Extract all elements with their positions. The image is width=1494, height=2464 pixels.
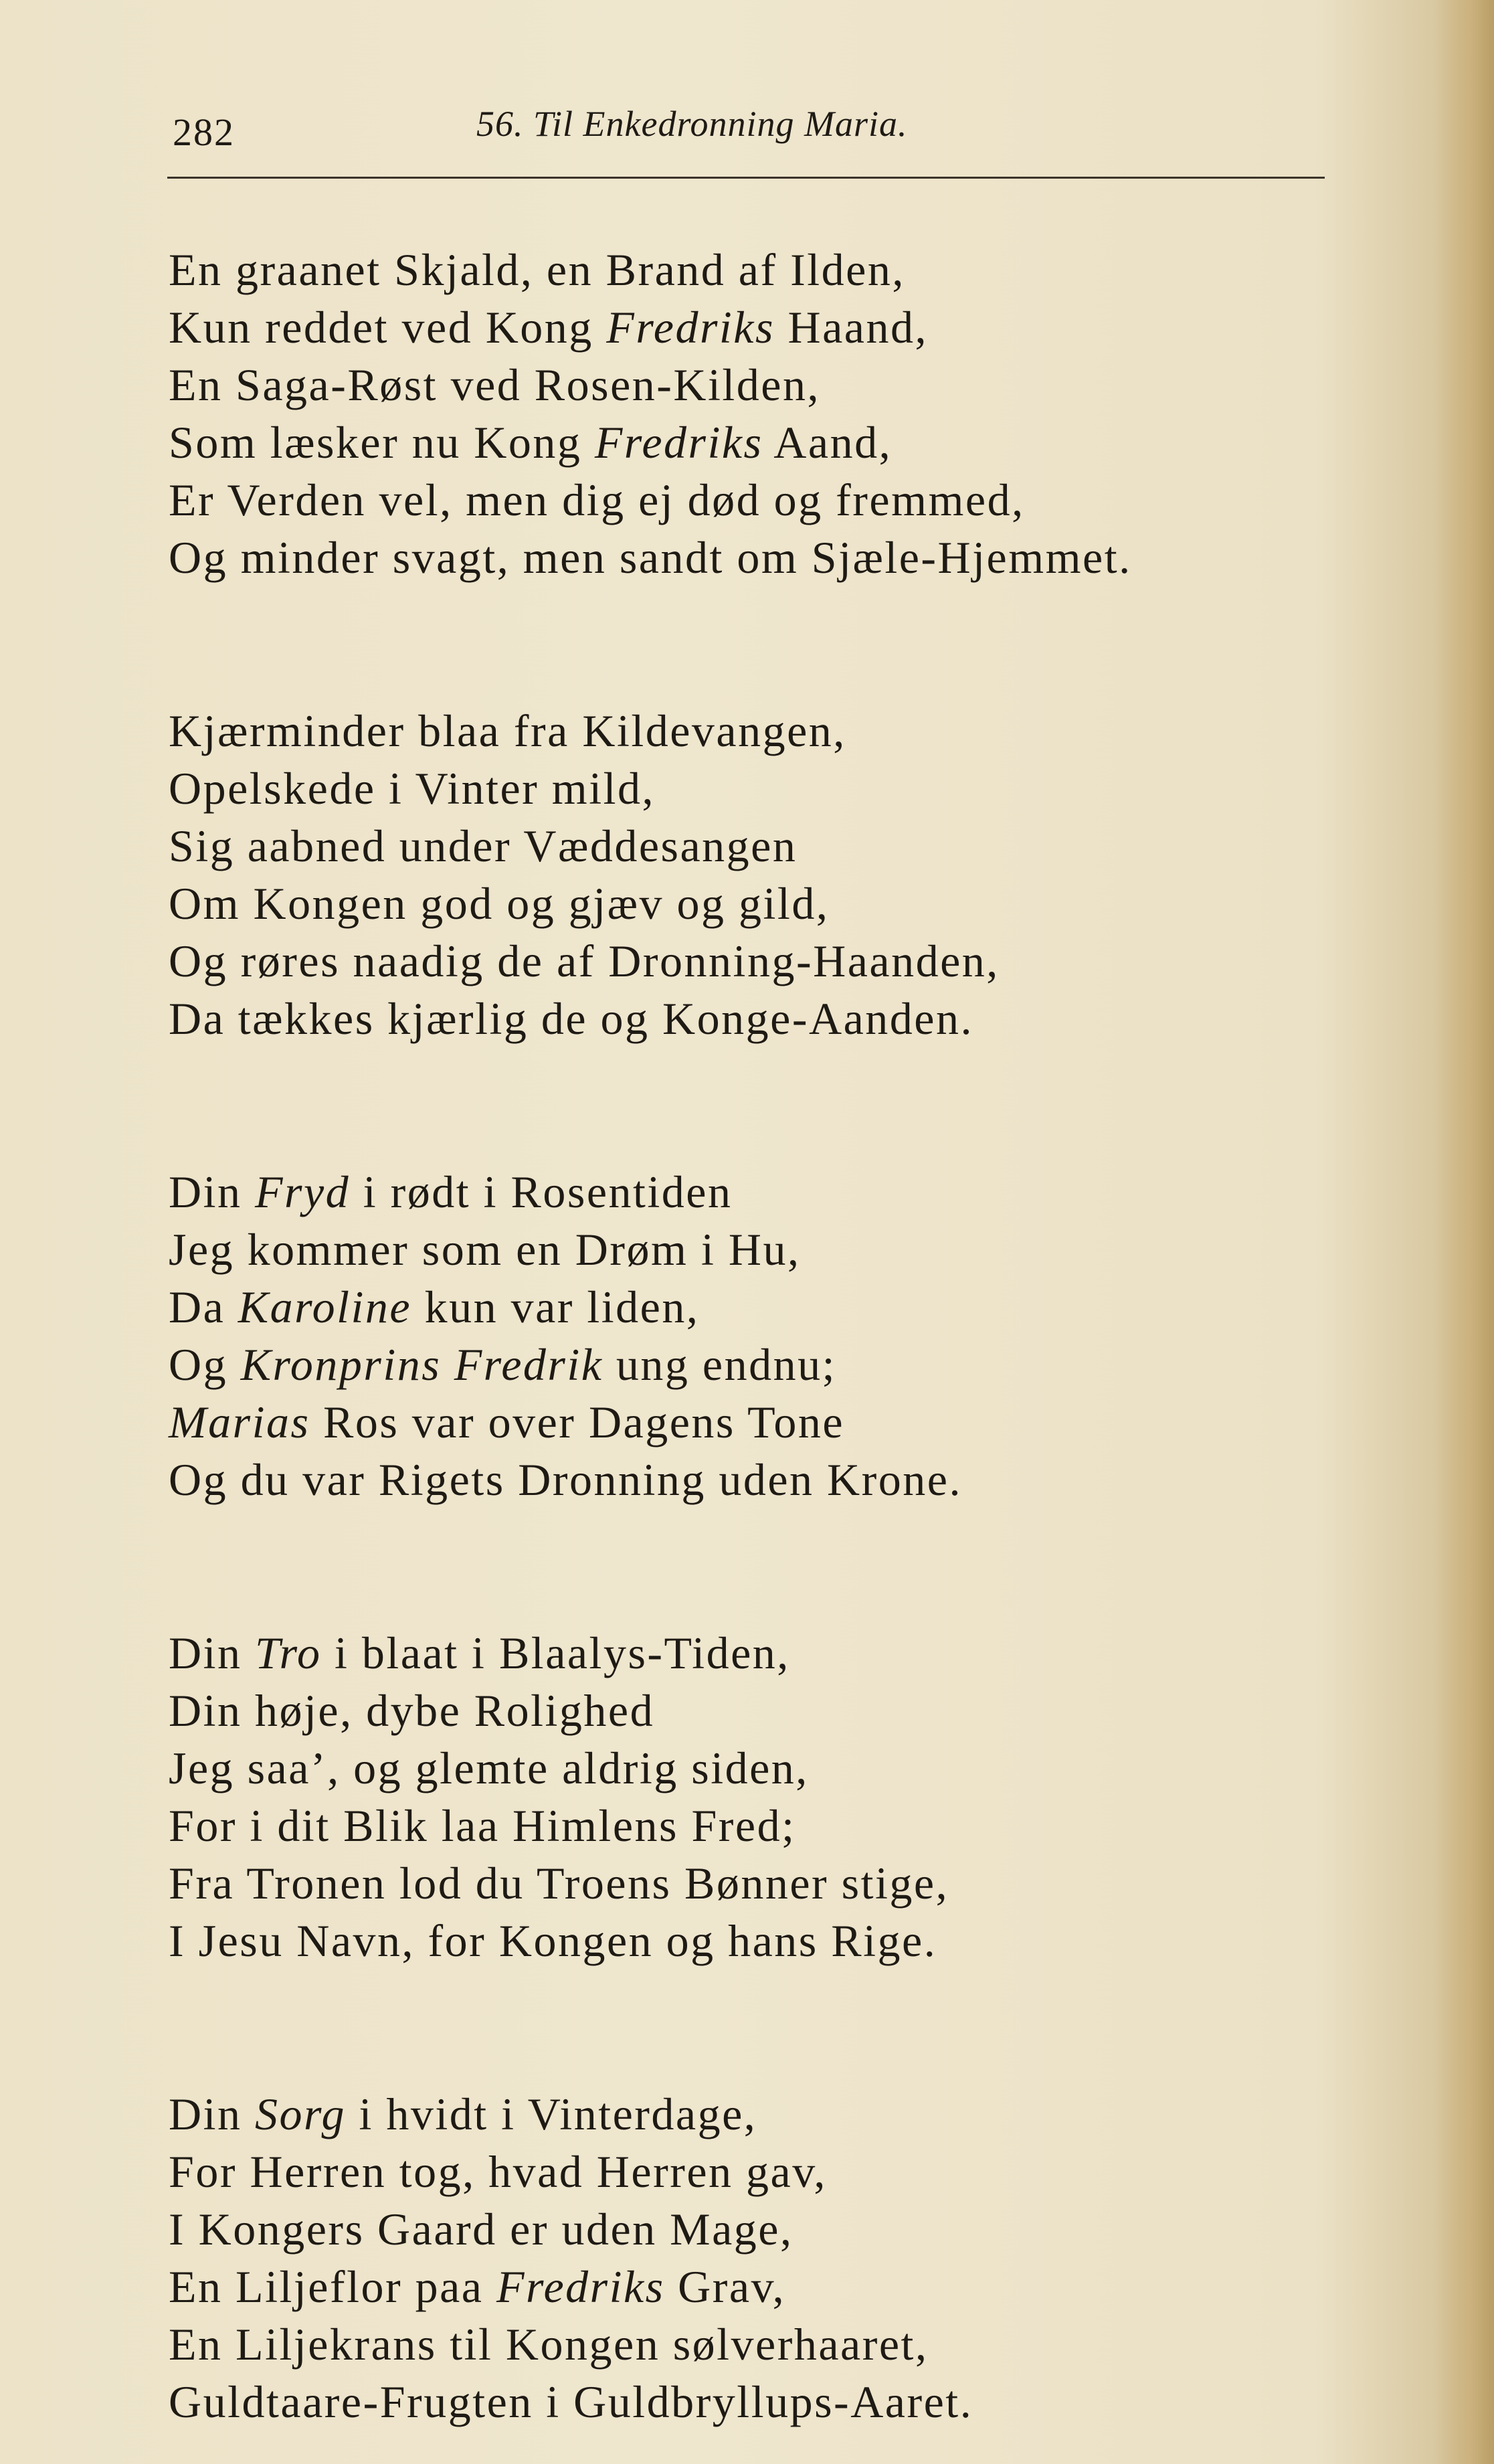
- verse-line: [169, 760, 1440, 817]
- verse-text: Sig aabned under Væddesangen: [169, 820, 798, 871]
- verse-text: i blaat i Blaalys-Tiden,: [321, 1627, 790, 1678]
- stanza: [169, 1624, 1440, 1969]
- verse-line: [169, 1797, 1440, 1854]
- verse-line: [169, 2085, 1440, 2143]
- verse-text: Og: [169, 1339, 241, 1390]
- verse-line: [169, 932, 1440, 990]
- stanza: [169, 241, 1440, 586]
- verse-text: Din: [169, 1166, 255, 1217]
- verse-line: [169, 529, 1440, 586]
- verse-line: [169, 298, 1440, 356]
- verse-line: [169, 1278, 1440, 1336]
- verse-text: Og du var Rigets Dronning uden Krone.: [169, 1454, 962, 1505]
- verse-line: [169, 1854, 1440, 1912]
- verse-text: Din: [169, 1627, 255, 1678]
- italic-name: Fredriks: [496, 2261, 665, 2312]
- verse-line: [169, 471, 1440, 529]
- verse-text: En Liljeflor paa: [169, 2261, 496, 2312]
- verse-text: I Kongers Gaard er uden Mage,: [169, 2204, 793, 2255]
- verse-line: [169, 1451, 1440, 1508]
- verse-line: [169, 241, 1440, 298]
- italic-name: Marias: [169, 1397, 310, 1447]
- italic-name: Fredriks: [594, 417, 763, 468]
- verse-line: [169, 702, 1440, 760]
- italic-name: Fredriks: [606, 302, 775, 353]
- header-rule: [167, 177, 1325, 179]
- verse-text: kun var liden,: [411, 1282, 700, 1332]
- verse-text: Som læsker nu Kong: [169, 417, 595, 468]
- verse-text: Og minder svagt, men sandt om Sjæle-Hjemmet.: [169, 532, 1132, 583]
- verse-text: Fra Tronen lod du Troens Bønner stige,: [169, 1858, 949, 1909]
- verse-text: Ros var over Dagens Tone: [310, 1397, 845, 1447]
- page-number: 282: [173, 110, 235, 154]
- verse-line: [169, 875, 1440, 932]
- verse-text: Da: [169, 1282, 238, 1332]
- stanza: [169, 702, 1440, 1047]
- verse-text: Aand,: [763, 417, 893, 468]
- verse-line: [169, 2143, 1440, 2200]
- italic-name: Fryd: [255, 1166, 351, 1217]
- verse-text: I Jesu Navn, for Kongen og hans Rige.: [169, 1915, 937, 1966]
- verse-text: Grav,: [664, 2261, 786, 2312]
- verse-text: Da tækkes kjærlig de og Konge-Aanden.: [169, 993, 973, 1044]
- verse-text: i rødt i Rosentiden: [350, 1166, 733, 1217]
- verse-text: For Herren tog, hvad Herren gav,: [169, 2146, 827, 2197]
- page-header: [0, 100, 1494, 154]
- verse-text: Jeg kommer som en Drøm i Hu,: [169, 1224, 801, 1275]
- verse-text: Opelskede i Vinter mild,: [169, 763, 655, 814]
- italic-name: Kronprins Fredrik: [240, 1339, 603, 1390]
- verse-text: Haand,: [774, 302, 928, 353]
- verse-line: [169, 1624, 1440, 1682]
- verse-text: En Saga-Røst ved Rosen-Kilden,: [169, 359, 820, 410]
- verse-text: Kjærminder blaa fra Kildevangen,: [169, 705, 846, 756]
- italic-name: Sorg: [255, 2089, 346, 2139]
- verse-text: Om Kongen god og gjæv og gild,: [169, 878, 830, 929]
- page-edge-shadow: [1434, 0, 1494, 2464]
- verse-text: Og røres naadig de af Dronning-Haanden,: [169, 936, 1000, 986]
- stanza: [169, 1163, 1440, 1508]
- verse-line: [169, 2200, 1440, 2258]
- verse-text: Guldtaare-Frugten i Guldbryllups-Aaret.: [169, 2376, 973, 2427]
- verse-line: [169, 1163, 1440, 1221]
- poem-body: [169, 241, 1440, 2431]
- verse-line: [169, 2315, 1440, 2373]
- verse-line: [169, 1393, 1440, 1451]
- verse-line: [169, 2373, 1440, 2431]
- verse-line: [169, 2258, 1440, 2315]
- italic-name: Karoline: [238, 1282, 412, 1332]
- verse-line: [169, 1336, 1440, 1393]
- verse-text: Din: [169, 2089, 255, 2139]
- verse-text: En Liljekrans til Kongen sølverhaaret,: [169, 2319, 929, 2370]
- verse-line: [169, 817, 1440, 875]
- verse-line: [169, 990, 1440, 1047]
- verse-text: En graanet Skjald, en Brand af Ilden,: [169, 244, 905, 295]
- verse-line: [169, 1221, 1440, 1278]
- verse-line: [169, 1682, 1440, 1739]
- verse-text: ung endnu;: [603, 1339, 836, 1390]
- verse-line: [169, 356, 1440, 414]
- verse-text: Jeg saa’, og glemte aldrig siden,: [169, 1743, 809, 1793]
- italic-name: Tro: [255, 1627, 322, 1678]
- verse-line: [169, 1912, 1440, 1969]
- verse-text: i hvidt i Vinterdage,: [345, 2089, 757, 2139]
- verse-text: Kun reddet ved Kong: [169, 302, 607, 353]
- verse-line: [169, 1739, 1440, 1797]
- verse-line: [169, 414, 1440, 471]
- verse-text: Er Verden vel, men dig ej død og fremmed,: [169, 474, 1025, 525]
- verse-text: For i dit Blik laa Himlens Fred;: [169, 1800, 796, 1851]
- verse-text: Din høje, dybe Rolighed: [169, 1685, 655, 1736]
- stanza: [169, 2085, 1440, 2431]
- running-title: 56. Til Enkedronning Maria.: [476, 104, 908, 144]
